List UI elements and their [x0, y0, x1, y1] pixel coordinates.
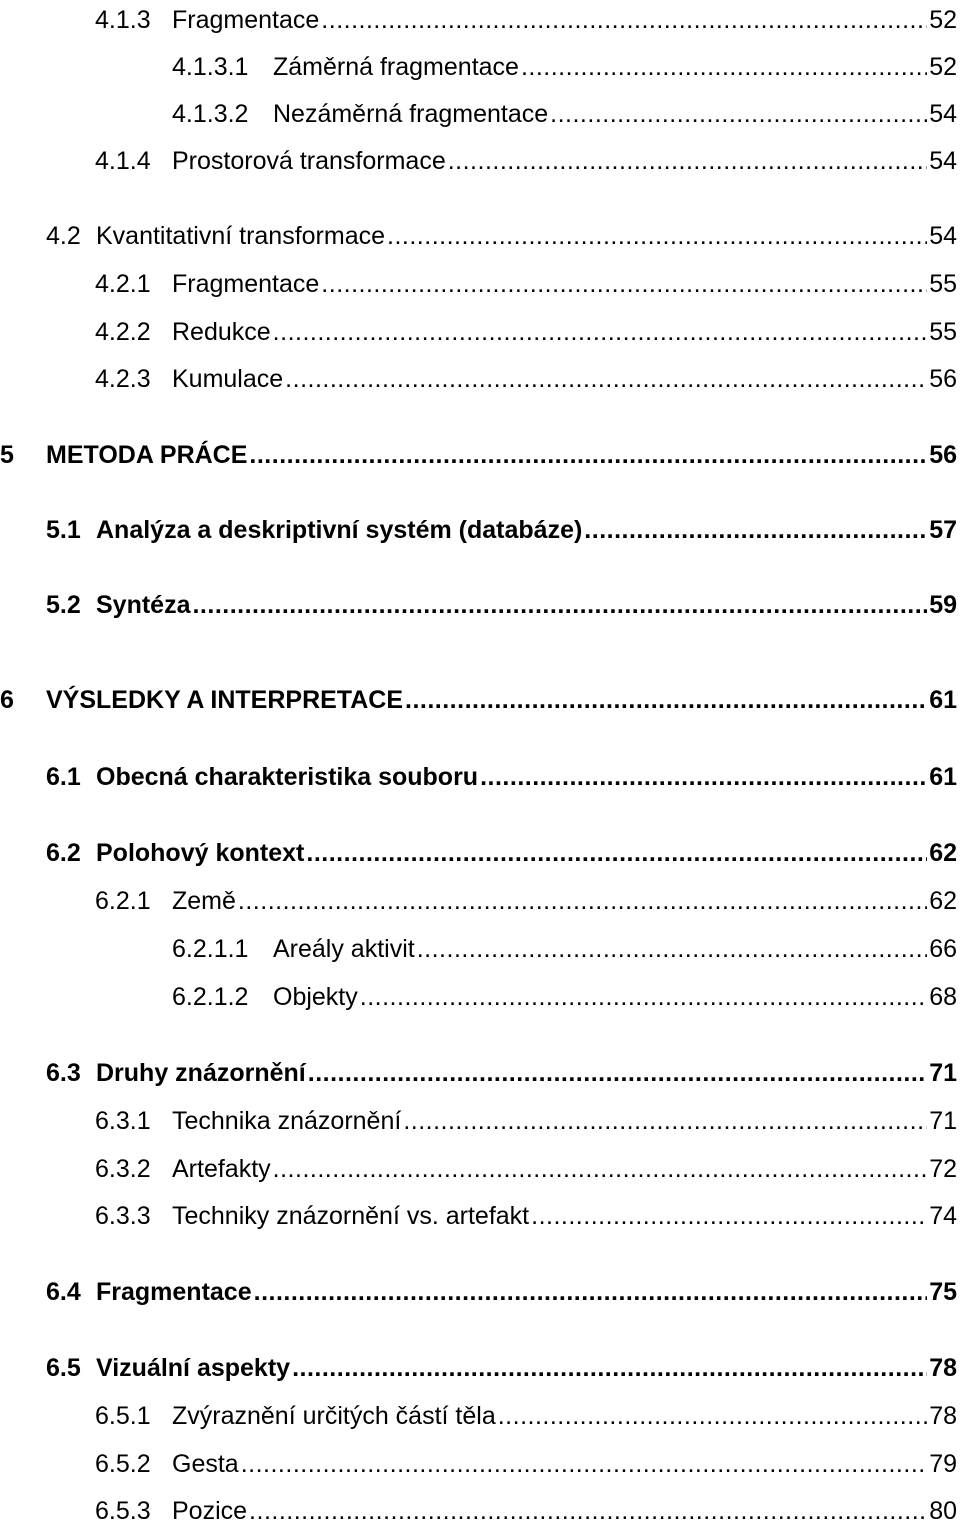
toc-page-number: 72	[929, 1155, 957, 1183]
toc-title: Areály aktivit	[273, 935, 415, 963]
toc-number: 4.2.1	[95, 270, 151, 298]
toc-entry-5-2[interactable]	[0, 585, 957, 619]
toc-number: 4.1.3	[95, 6, 151, 34]
toc-title: Technika znázornění	[172, 1107, 402, 1135]
toc-entry-6-2-1-1[interactable]	[0, 929, 957, 963]
toc-title: Fragmentace	[172, 270, 320, 298]
toc-number: 6.5.3	[95, 1497, 151, 1525]
toc-title: Syntéza	[96, 591, 191, 619]
toc-number: 6.2.1.1	[172, 935, 249, 963]
toc-number: 6.2.1.2	[172, 983, 249, 1011]
toc-leader-dots	[387, 222, 927, 250]
toc-leader-dots	[273, 318, 928, 346]
toc-leader-dots	[292, 1354, 927, 1382]
toc-title: Fragmentace	[96, 1278, 252, 1306]
toc-number: 6.5.1	[95, 1402, 151, 1430]
toc-title: Obecná charakteristika souboru	[96, 763, 479, 791]
toc-title: Vizuální aspekty	[96, 1354, 291, 1382]
toc-number: 4.2.3	[95, 365, 151, 393]
toc-leader-dots	[403, 1107, 927, 1135]
toc-entry-6-3[interactable]	[0, 1053, 957, 1087]
toc-leader-dots	[321, 6, 927, 34]
toc-leader-dots	[531, 1202, 927, 1230]
toc-title: Analýza a deskriptivní systém (databáze)	[96, 516, 583, 544]
toc-title: Redukce	[172, 318, 271, 346]
toc-leader-dots	[273, 1155, 928, 1183]
toc-leader-dots	[498, 1402, 927, 1430]
toc-number: 4.2	[46, 222, 81, 250]
toc-page-number: 54	[929, 100, 957, 128]
toc-leader-dots	[584, 516, 927, 544]
toc-page-number: 62	[929, 887, 957, 915]
toc-page-number: 54	[929, 222, 957, 250]
toc-entry-4-1-3[interactable]	[0, 0, 957, 34]
toc-title: Kumulace	[172, 365, 284, 393]
toc-number: 6.3.1	[95, 1107, 151, 1135]
toc-page-number: 75	[929, 1278, 957, 1306]
toc-leader-dots	[321, 270, 927, 298]
toc-number: 6.5.2	[95, 1450, 151, 1478]
toc-entry-4-2-3[interactable]	[0, 359, 957, 393]
toc-page-number: 78	[929, 1402, 957, 1430]
toc-page-number: 57	[929, 516, 957, 544]
toc-number: 6.4	[46, 1278, 81, 1306]
toc-page-number: 80	[929, 1497, 957, 1525]
toc-leader-dots	[249, 1497, 927, 1525]
toc-entry-6-4[interactable]	[0, 1272, 957, 1306]
toc-entry-6-2-1-2[interactable]	[0, 977, 957, 1011]
toc-leader-dots	[360, 983, 927, 1011]
toc-entry-4-2-1[interactable]	[0, 264, 957, 298]
toc-title: Kvantitativní transformace	[96, 222, 386, 250]
toc-number: 6.3	[46, 1059, 81, 1087]
toc-title: METODA PRÁCE	[46, 441, 248, 469]
toc-number: 5	[0, 441, 14, 469]
toc-entry-5[interactable]	[0, 435, 957, 469]
toc-title: Polohový kontext	[96, 839, 305, 867]
toc-title: Pozice	[172, 1497, 248, 1525]
toc-page-number: 55	[929, 318, 957, 346]
toc-page-number: 68	[929, 983, 957, 1011]
toc-number: 6.3.2	[95, 1155, 151, 1183]
toc-page-number: 59	[929, 591, 957, 619]
toc-page-number: 62	[929, 839, 957, 867]
toc-entry-4-1-3-1[interactable]	[0, 47, 957, 81]
toc-leader-dots	[405, 686, 927, 714]
toc-entry-6-1[interactable]	[0, 757, 957, 791]
toc-entry-4-1-4[interactable]	[0, 141, 957, 175]
toc-title: Země	[172, 887, 236, 915]
toc-page-number: 66	[929, 935, 957, 963]
toc-title: Nezáměrná fragmentace	[273, 100, 549, 128]
toc-title: Objekty	[273, 983, 358, 1011]
toc-leader-dots	[241, 1450, 927, 1478]
toc-leader-dots	[192, 591, 927, 619]
toc-page-number: 52	[929, 53, 957, 81]
toc-entry-6-3-2[interactable]	[0, 1149, 957, 1183]
toc-page-number: 71	[929, 1059, 957, 1087]
toc-title: Druhy znázornění	[96, 1059, 306, 1087]
toc-leader-dots	[521, 53, 927, 81]
toc-number: 6.5	[46, 1354, 81, 1382]
toc-title: Gesta	[172, 1450, 239, 1478]
toc-entry-6-5[interactable]	[0, 1348, 957, 1382]
toc-entry-6-5-1[interactable]	[0, 1396, 957, 1430]
toc-number: 4.2.2	[95, 318, 151, 346]
toc-page-number: 52	[929, 6, 957, 34]
toc-page-number: 61	[929, 763, 957, 791]
toc-leader-dots	[249, 441, 927, 469]
toc-leader-dots	[417, 935, 927, 963]
toc-title: Zvýraznění určitých částí těla	[172, 1402, 496, 1430]
toc-entry-6[interactable]	[0, 680, 957, 714]
toc-leader-dots	[308, 1059, 927, 1087]
toc-entry-6-5-3[interactable]	[0, 1491, 957, 1525]
toc-entry-4-2[interactable]	[0, 216, 957, 250]
toc-page-number: 61	[929, 686, 957, 714]
toc-entry-6-3-1[interactable]	[0, 1101, 957, 1135]
toc-title: VÝSLEDKY A INTERPRETACE	[46, 686, 403, 714]
toc-title: Prostorová transformace	[172, 147, 446, 175]
toc-page-number: 71	[929, 1107, 957, 1135]
toc-entry-5-1[interactable]	[0, 510, 957, 544]
toc-number: 6.1	[46, 763, 81, 791]
toc-number: 6.3.3	[95, 1202, 151, 1230]
toc-number: 4.1.4	[95, 147, 151, 175]
toc-number: 5.2	[46, 591, 81, 619]
toc-leader-dots	[550, 100, 927, 128]
toc-title: Artefakty	[172, 1155, 271, 1183]
toc-title: Fragmentace	[172, 6, 320, 34]
toc-number: 6.2.1	[95, 887, 151, 915]
toc-number: 4.1.3.1	[172, 53, 249, 81]
toc-leader-dots	[254, 1278, 928, 1306]
toc-title: Záměrná fragmentace	[273, 53, 519, 81]
toc-entry-4-1-3-2[interactable]	[0, 94, 957, 128]
toc-page-number: 56	[929, 365, 957, 393]
toc-number: 4.1.3.2	[172, 100, 249, 128]
toc-leader-dots	[306, 839, 927, 867]
toc-entry-6-3-3[interactable]	[0, 1196, 957, 1230]
toc-number: 5.1	[46, 516, 81, 544]
toc-page-number: 79	[929, 1450, 957, 1478]
toc-leader-dots	[480, 763, 927, 791]
toc-entry-4-2-2[interactable]	[0, 312, 957, 346]
toc-page-number: 78	[929, 1354, 957, 1382]
toc-number: 6	[0, 686, 14, 714]
toc-number: 6.2	[46, 839, 81, 867]
toc-page-number: 54	[929, 147, 957, 175]
toc-leader-dots	[285, 365, 927, 393]
toc-entry-6-2[interactable]	[0, 833, 957, 867]
toc-page-number: 56	[929, 441, 957, 469]
toc-page-number: 74	[929, 1202, 957, 1230]
toc-leader-dots	[238, 887, 927, 915]
toc-page-number: 55	[929, 270, 957, 298]
toc-entry-6-2-1[interactable]	[0, 881, 957, 915]
toc-title: Techniky znázornění vs. artefakt	[172, 1202, 530, 1230]
toc-entry-6-5-2[interactable]	[0, 1444, 957, 1478]
toc-leader-dots	[448, 147, 927, 175]
